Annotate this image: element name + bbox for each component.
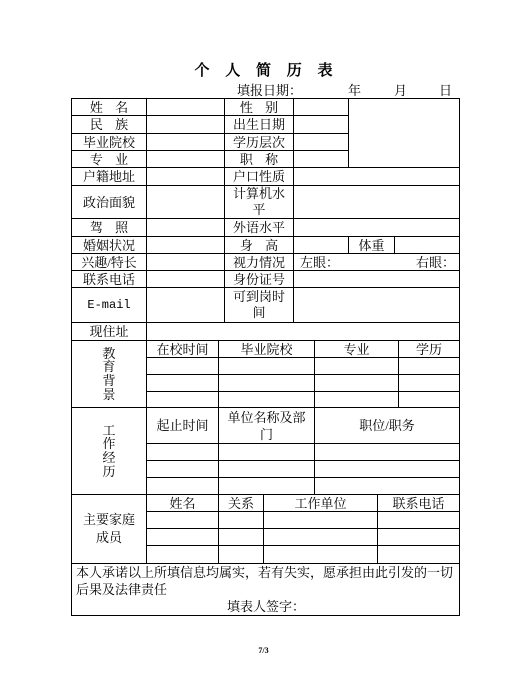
work-header-employer: 单位名称及部门 — [227, 409, 306, 442]
resume-table — [71, 98, 460, 616]
current-address-value-cell[interactable] — [147, 323, 460, 341]
education-row-cell[interactable] — [147, 392, 219, 408]
work-row-cell[interactable] — [219, 444, 315, 461]
family-row-cell[interactable] — [264, 546, 378, 564]
professional-title-label: 职 称 — [225, 151, 294, 168]
education-section-cell — [72, 341, 147, 408]
foreign-language-label: 外语水平 — [225, 219, 294, 237]
family-section-cell — [72, 495, 147, 564]
family-row-cell[interactable] — [147, 529, 219, 546]
work-row-cell[interactable] — [147, 444, 219, 461]
education-row-cell[interactable] — [219, 375, 315, 392]
weight-value-cell[interactable] — [395, 237, 460, 254]
signature-label: 填表人签字： — [226, 599, 305, 614]
family-row-cell[interactable] — [147, 512, 219, 529]
available-date-value-cell[interactable] — [294, 288, 460, 323]
education-row-cell[interactable] — [399, 392, 460, 408]
family-row-cell[interactable] — [378, 546, 460, 564]
household-type-value-cell[interactable] — [294, 168, 460, 186]
phone-label: 联系电话 — [72, 271, 147, 288]
family-header-name: 姓名 — [147, 495, 219, 512]
foreign-language-value-cell[interactable] — [294, 219, 460, 237]
family-row-cell[interactable] — [264, 512, 378, 529]
education-row-cell[interactable] — [147, 375, 219, 392]
hobbies-value-cell[interactable] — [147, 254, 225, 271]
name-value-cell[interactable] — [147, 99, 225, 116]
height-value-cell[interactable] — [294, 237, 349, 254]
name-label: 姓 名 — [72, 99, 147, 116]
family-row-cell[interactable] — [219, 512, 264, 529]
political-status-value-cell[interactable] — [147, 186, 225, 219]
education-row-cell[interactable] — [399, 358, 460, 375]
work-row-cell[interactable] — [315, 461, 460, 478]
political-status-label: 政治面貌 — [72, 186, 147, 219]
major-value-cell[interactable] — [147, 151, 225, 168]
ethnicity-label: 民 族 — [72, 116, 147, 134]
ethnicity-value-cell[interactable] — [147, 116, 225, 134]
declaration-text: 本人承诺以上所填信息均属实，若有失实，愿承担由此引发的一切后果及法律责任 — [76, 565, 454, 597]
birth-date-value-cell[interactable] — [294, 116, 349, 134]
work-row-cell[interactable] — [315, 478, 460, 495]
household-type-label: 户口性质 — [225, 168, 294, 186]
current-address-label: 现住址 — [72, 323, 147, 341]
education-level-label: 学历层次 — [225, 134, 294, 151]
fill-date-month: 月 — [394, 83, 408, 98]
right-eye-label: 右眼： — [415, 254, 455, 270]
computer-level-cell — [225, 186, 294, 219]
page-number: 7/3 — [258, 646, 269, 655]
id-number-value-cell[interactable] — [294, 271, 460, 288]
family-row-cell[interactable] — [219, 529, 264, 546]
family-row-cell[interactable] — [378, 512, 460, 529]
declaration-cell — [72, 564, 460, 616]
professional-title-value-cell[interactable] — [294, 151, 349, 168]
education-header-school: 毕业院校 — [219, 341, 315, 358]
photo-cell — [349, 99, 460, 168]
id-number-label: 身份证号 — [225, 271, 294, 288]
education-section-label: 教育背景 — [102, 345, 116, 402]
available-date-label: 可到岗时间 — [232, 289, 285, 320]
family-header-employer: 工作单位 — [264, 495, 378, 512]
family-row-cell[interactable] — [378, 529, 460, 546]
education-header-major: 专业 — [315, 341, 399, 358]
work-row-cell[interactable] — [219, 461, 315, 478]
education-row-cell[interactable] — [315, 392, 399, 408]
education-row-cell[interactable] — [315, 358, 399, 375]
form-title: 个 人 简 历 表 — [194, 63, 333, 79]
email-label: E-mail — [72, 288, 147, 323]
education-row-cell[interactable] — [219, 358, 315, 375]
graduate-school-value-cell[interactable] — [147, 134, 225, 151]
work-row-cell[interactable] — [315, 444, 460, 461]
education-header-degree: 学历 — [399, 341, 460, 358]
phone-value-cell[interactable] — [147, 271, 225, 288]
fill-date-day: 日 — [439, 83, 453, 98]
major-label: 专 业 — [72, 151, 147, 168]
weight-label: 体重 — [349, 237, 395, 254]
family-row-cell[interactable] — [264, 529, 378, 546]
birth-date-label: 出生日期 — [225, 116, 294, 134]
education-row-cell[interactable] — [219, 392, 315, 408]
family-row-cell[interactable] — [147, 546, 219, 564]
computer-level-value-cell[interactable] — [294, 186, 460, 219]
email-value-cell[interactable] — [147, 288, 225, 323]
gender-value-cell[interactable] — [294, 99, 349, 116]
family-header-relation: 关系 — [219, 495, 264, 512]
fill-date-year: 年 — [348, 83, 362, 98]
work-section-cell — [72, 408, 147, 495]
work-row-cell[interactable] — [147, 478, 219, 495]
fill-date-label: 填报日期： — [237, 83, 303, 98]
household-address-value-cell[interactable] — [147, 168, 225, 186]
education-level-value-cell[interactable] — [294, 134, 349, 151]
work-header-position: 职位/职务 — [315, 408, 460, 444]
family-header-phone: 联系电话 — [378, 495, 460, 512]
hobbies-label: 兴趣/特长 — [72, 254, 147, 271]
driver-license-value-cell[interactable] — [147, 219, 225, 237]
marital-status-label: 婚姻状况 — [72, 237, 147, 254]
graduate-school-label: 毕业院校 — [72, 134, 147, 151]
work-section-label: 工作经历 — [102, 422, 116, 479]
gender-label: 性 别 — [225, 99, 294, 116]
computer-level-label: 计算机水平 — [232, 186, 285, 217]
work-row-cell[interactable] — [219, 478, 315, 495]
left-eye-label: 左眼： — [300, 254, 340, 270]
available-date-cell — [225, 288, 294, 323]
work-header-employer-cell — [219, 408, 315, 444]
family-section-label: 主要家庭成员 — [82, 512, 135, 545]
driver-license-label: 驾 照 — [72, 219, 147, 237]
vision-label: 视力情况 — [225, 254, 294, 271]
work-row-cell[interactable] — [147, 461, 219, 478]
education-row-cell[interactable] — [147, 358, 219, 375]
work-header-period: 起止时间 — [147, 408, 219, 444]
marital-status-value-cell[interactable] — [147, 237, 225, 254]
education-header-period: 在校时间 — [147, 341, 219, 358]
vision-value-cell[interactable] — [294, 254, 460, 271]
education-row-cell[interactable] — [315, 375, 399, 392]
household-address-label: 户籍地址 — [72, 168, 147, 186]
family-row-cell[interactable] — [219, 546, 264, 564]
education-row-cell[interactable] — [399, 375, 460, 392]
height-label: 身 高 — [225, 237, 294, 254]
